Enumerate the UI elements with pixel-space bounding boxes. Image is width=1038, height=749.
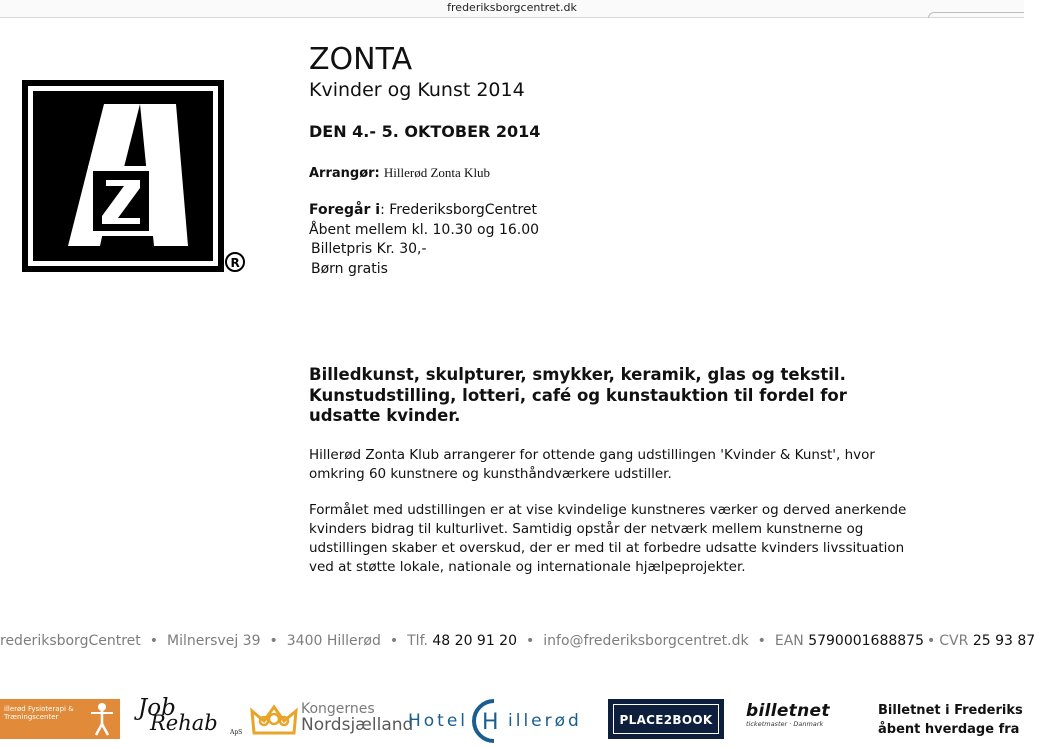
ticketmaster-text: ticketmaster · Danmark: [746, 720, 824, 728]
hotel-h-icon: [470, 699, 510, 743]
children-free: Børn gratis: [311, 260, 388, 277]
footer-name: rederiksborgCentret: [0, 633, 141, 649]
zonta-logo: [22, 80, 248, 276]
jobrehab-aps: ApS: [230, 729, 243, 736]
event-dates: DEN 4.- 5. OKTOBER 2014: [309, 122, 541, 141]
footer-ean-label: EAN: [774, 633, 804, 649]
billetnet-info-line2: åbent hverdage fra: [878, 722, 1020, 737]
footer-phone-label: Tlf.: [407, 633, 428, 649]
organizer-value: Hillerød Zonta Klub: [383, 165, 491, 180]
address-bar[interactable]: [0, 0, 1024, 18]
opening-hours: Åbent mellem kl. 10.30 og 16.00: [309, 221, 540, 238]
footer-contact: rederiksborgCentret • Milnersvej 39 • 3400 Hillerød • Tlf. 48 20 91 20 • info@frederiksborgcentret.dk • EAN 5790001688875 • CVR 25 93 87: [0, 633, 1036, 649]
hotel-hillerod: illerød: [508, 711, 582, 731]
billetnet-info-line1: Billetnet i Frederiks: [878, 703, 1023, 718]
kongernes-line1: Kongernes: [301, 701, 375, 717]
event-header: [309, 42, 909, 279]
crown-icon: [250, 703, 298, 737]
sponsor-kongernes-nordsjaelland[interactable]: [250, 699, 414, 739]
sponsor-jobrehab[interactable]: [136, 695, 243, 741]
footer-email[interactable]: info@frederiksborgcentret.dk: [543, 633, 749, 649]
person-icon: [90, 702, 114, 736]
paragraph-1: Hillerød Zonta Klub arrangerer for ottende gang udstillingen 'Kvinder & Kunst', hvor omkring 60 kunstnere og kunsthåndværkere udstiller.: [309, 447, 875, 482]
url-text: frederiksborgcentret.dk: [447, 1, 577, 14]
svg-text:H: H: [482, 710, 502, 735]
ticket-price: Billetpris Kr. 30,-: [311, 241, 427, 257]
page-title: ZONTA: [309, 42, 413, 77]
sponsor-hotel-hillerod[interactable]: [408, 699, 598, 743]
venue: [309, 201, 909, 221]
venue-value: : FrederiksborgCentret: [380, 202, 538, 218]
page-subtitle: Kvinder og Kunst 2014: [309, 79, 525, 101]
footer-cvr: 25 93 87: [972, 633, 1036, 649]
hotel-word: Hotel: [408, 711, 469, 731]
sponsor-place2book[interactable]: [608, 699, 724, 739]
billetnet-logo-text: billetnet: [746, 701, 830, 721]
sponsor-fysioterapi[interactable]: [0, 699, 120, 739]
jobrehab-line1: Job: [138, 695, 176, 721]
lead-text: Billedkunst, skulpturer, smykker, keramik, glas og tekstil. Kunstudstilling, lotteri, café og kunstauktion til fordel for udsatte kvinder.: [309, 365, 847, 425]
place2book-label: PLACE2BOOK: [613, 704, 719, 734]
venue-label: Foregår i: [309, 202, 381, 218]
footer-address: Milnersvej 39: [167, 633, 261, 649]
organizer-label: Arrangør:: [309, 166, 380, 181]
footer-ean: 5790001688875: [808, 633, 924, 649]
sponsor-billetnet[interactable]: [746, 701, 856, 735]
footer-cvr-label: CVR: [939, 633, 969, 649]
reload-tab-edge: [928, 12, 1024, 18]
event-info: [309, 201, 909, 279]
kongernes-line2: Nordsjælland: [301, 715, 414, 735]
organizer: [309, 164, 909, 183]
svg-text:R: R: [230, 256, 240, 270]
jobrehab-line2: Rehab: [150, 711, 218, 735]
paragraph-2: Formålet med udstillingen er at vise kvindelige kunstneres værker og derved anerkende kvinders bidrag til kulturlivet. Samtidig opstår der netværk mellem kunstnerne og udstillingen skaber et overskud, der er med til at forbedre udsatte kvinders livssituation ved at støtte lokale, nationale og internationale hjælpeprojekter.: [309, 502, 907, 575]
fysio-text: illerød Fysioterapi & Træningscenter: [4, 705, 74, 721]
billetnet-info: [878, 701, 1038, 739]
footer-city: 3400 Hillerød: [286, 633, 381, 649]
sponsor-bar: [0, 693, 1024, 749]
footer-phone[interactable]: 48 20 91 20: [432, 633, 517, 649]
